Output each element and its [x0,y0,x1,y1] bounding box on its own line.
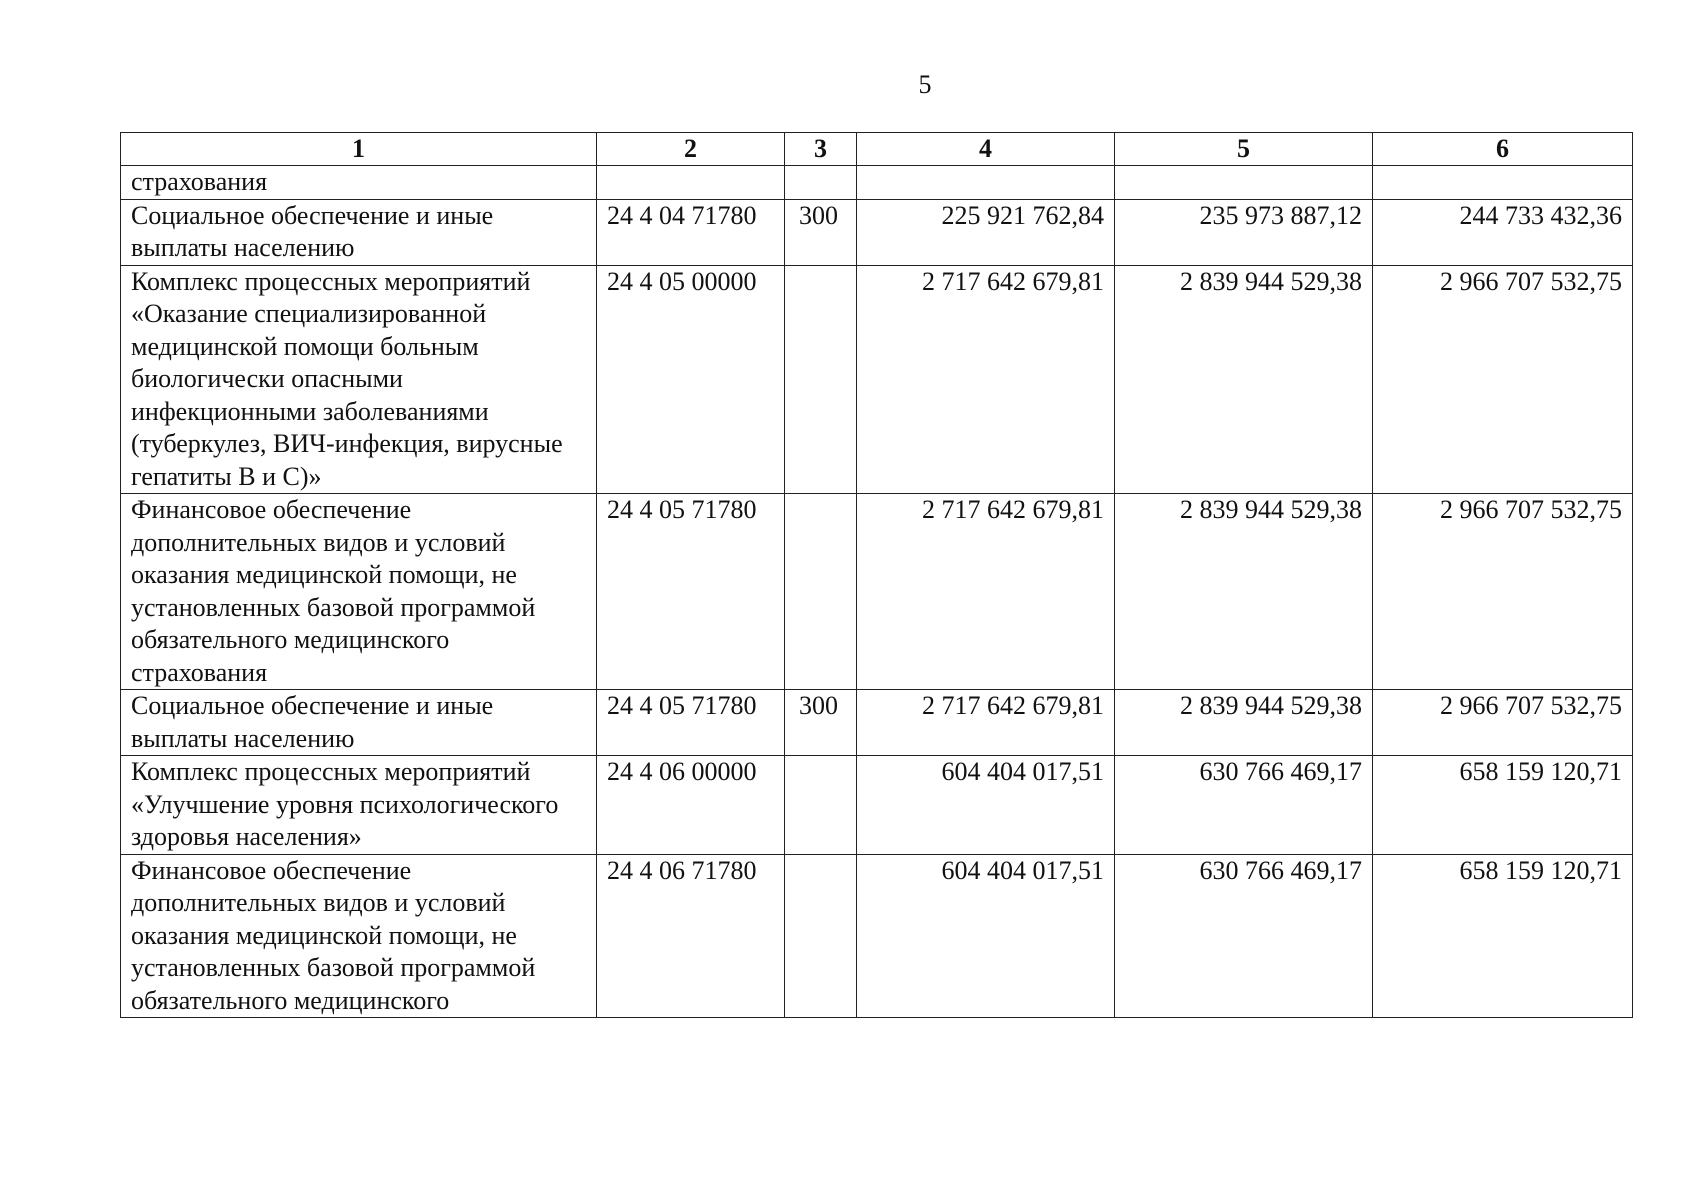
table-row [121,166,1633,200]
table-row [121,265,1633,494]
row-amount-col6 [1373,166,1633,200]
row-amount-col5: 630 766 469,17 [1115,854,1373,1018]
row-code: 24 4 04 71780 [597,199,785,265]
row-amount-col5 [1115,166,1373,200]
row-amount-col5: 630 766 469,17 [1115,756,1373,855]
row-amount-col6: 244 733 432,36 [1373,199,1633,265]
row-name: Социальное обеспечение и иные выплаты населению [121,690,597,756]
row-expense-type [785,854,857,1018]
row-amount-col6: 2 966 707 532,75 [1373,265,1633,494]
row-amount-col5: 2 839 944 529,38 [1115,494,1373,690]
row-amount-col6: 2 966 707 532,75 [1373,690,1633,756]
row-name: Финансовое обеспечение дополнительных видов и условий оказания медицинской помощи, не установленных базовой программой обязательного медицинского страхования [121,494,597,690]
budget-table [120,132,1633,1018]
row-amount-col4 [857,166,1115,200]
table-row [121,494,1633,690]
table-row [121,756,1633,855]
row-expense-type [785,166,857,200]
column-header: 4 [857,133,1115,166]
row-code: 24 4 05 71780 [597,690,785,756]
row-amount-col5: 2 839 944 529,38 [1115,690,1373,756]
row-code: 24 4 06 00000 [597,756,785,855]
table-header-row [121,133,1633,166]
row-name: Финансовое обеспечение дополнительных видов и условий оказания медицинской помощи, не установленных базовой программой обязательного медицинского [121,854,597,1018]
row-name: Комплекс процессных мероприятий «Улучшение уровня психологического здоровья населения» [121,756,597,855]
row-amount-col5: 235 973 887,12 [1115,199,1373,265]
column-header: 5 [1115,133,1373,166]
row-amount-col5: 2 839 944 529,38 [1115,265,1373,494]
row-code: 24 4 05 71780 [597,494,785,690]
page-number: 5 [918,70,932,99]
row-amount-col4: 225 921 762,84 [857,199,1115,265]
row-name: Комплекс процессных мероприятий «Оказание специализированной медицинской помощи больным биологически опасными инфекционными заболеваниями (туберкулез, ВИЧ-инфекция, вирусные гепатиты В и С)» [121,265,597,494]
column-header: 3 [785,133,857,166]
row-expense-type: 300 [785,199,857,265]
column-header: 2 [597,133,785,166]
column-header: 1 [121,133,597,166]
row-expense-type [785,265,857,494]
row-expense-type [785,756,857,855]
row-amount-col4: 2 717 642 679,81 [857,494,1115,690]
row-amount-col4: 2 717 642 679,81 [857,690,1115,756]
column-header: 6 [1373,133,1633,166]
row-code [597,166,785,200]
table-row [121,854,1633,1018]
row-amount-col4: 2 717 642 679,81 [857,265,1115,494]
row-name: Социальное обеспечение и иные выплаты населению [121,199,597,265]
row-amount-col4: 604 404 017,51 [857,756,1115,855]
table-row [121,199,1633,265]
row-code: 24 4 05 00000 [597,265,785,494]
table-row [121,690,1633,756]
row-amount-col4: 604 404 017,51 [857,854,1115,1018]
row-name: страхования [121,166,597,200]
row-expense-type [785,494,857,690]
row-code: 24 4 06 71780 [597,854,785,1018]
row-amount-col6: 658 159 120,71 [1373,756,1633,855]
row-amount-col6: 658 159 120,71 [1373,854,1633,1018]
row-amount-col6: 2 966 707 532,75 [1373,494,1633,690]
row-expense-type: 300 [785,690,857,756]
